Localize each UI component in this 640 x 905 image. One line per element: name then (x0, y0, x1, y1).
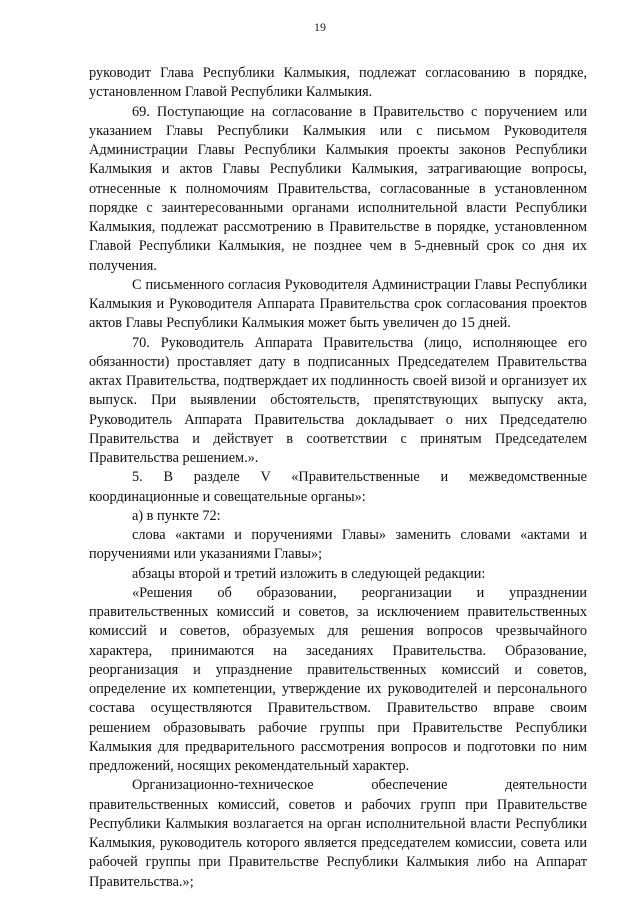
paragraph-point-72: а) в пункте 72: (132, 507, 221, 524)
paragraph-section-v: 5. В разделе V «Правительственные и межведомственные координационные и совещательные органы»: (89, 469, 587, 505)
paragraph-continuation: руководит Глава Республики Калмыкия, подлежат согласованию в порядке, установленном Главой Республики Калмыкия. (89, 65, 587, 101)
document-body (89, 64, 587, 892)
paragraph-extension-consent: С письменного согласия Руководителя Администрации Главы Республики Калмыкия и Руководителя Аппарата Правительства срок согласования проектов актов Главы Республики Калмыкия может быть увеличен до 15 дней. (89, 276, 587, 332)
paragraph-decisions: «Решения об образовании, реорганизации и упразднении правительственных комиссий и советов, за исключением правительственных комиссий и советов, образуемых для решения вопросов чрезвычайного характера, принимаются на заседаниях Правительства. Образование, реорганизация и упразднение правительственных комиссий и советов, определение их компетенции, утверждение их руководителей и персонального состава осуществляются Правительством. Правительство вправе своим решением образовывать рабочие группы при Правительстве Республики Калмыкия для предварительного рассмотрения вопросов и подготовки по ним предложений, носящих рекомендательный характер. (89, 584, 587, 774)
paragraph-new-edition: абзацы второй и третий изложить в следующей редакции: (132, 565, 486, 582)
paragraph-organizational-support: Организационно-техническое обеспечение деятельности правительственных комиссий, советов и рабочих групп при Правительстве Республики Калмыкия возлагается на орган исполнительной власти Республики Калмыкия, руководитель которого является председателем комиссии, совета или рабочей группы при Правительстве Республики Калмыкия либо на Аппарат Правительства.»; (89, 777, 587, 890)
paragraph-item-69: 69. Поступающие на согласование в Правительство с поручением или указанием Главы Республики Калмыкия или с письмом Руководителя Администрации Главы Республики Калмыкия проекты законов Республики Калмыкия и актов Главы Республики Калмыкия, затрагивающие вопросы, отнесенные к полномочиям Правительства, согласованные в установленном порядке с заинтересованными органами исполнительной власти Республики Калмыкия, подлежат рассмотрению в Правительстве в порядке, установленном Главой Республики Калмыкия, не позднее чем в 5-дневный срок со дня их получения. (89, 103, 587, 274)
paragraph-item-70: 70. Руководитель Аппарата Правительства (лицо, исполняющее его обязанности) проставляет дату в подписанных Председателем Правительства актах Правительства, подтверждает их подлинность своей визой и организует их выпуск. При выявлении обстоятельств, препятствующих выпуску акта, Руководитель Аппарата Правительства докладывает о них Председателю Правительства и действует в соответствии с принятым Председателем Правительства решением.». (89, 334, 587, 466)
paragraph-replace-words: слова «актами и поручениями Главы» заменить словами «актами и поручениями или указаниями Главы»; (89, 527, 587, 563)
page-number: 19 (314, 20, 326, 34)
